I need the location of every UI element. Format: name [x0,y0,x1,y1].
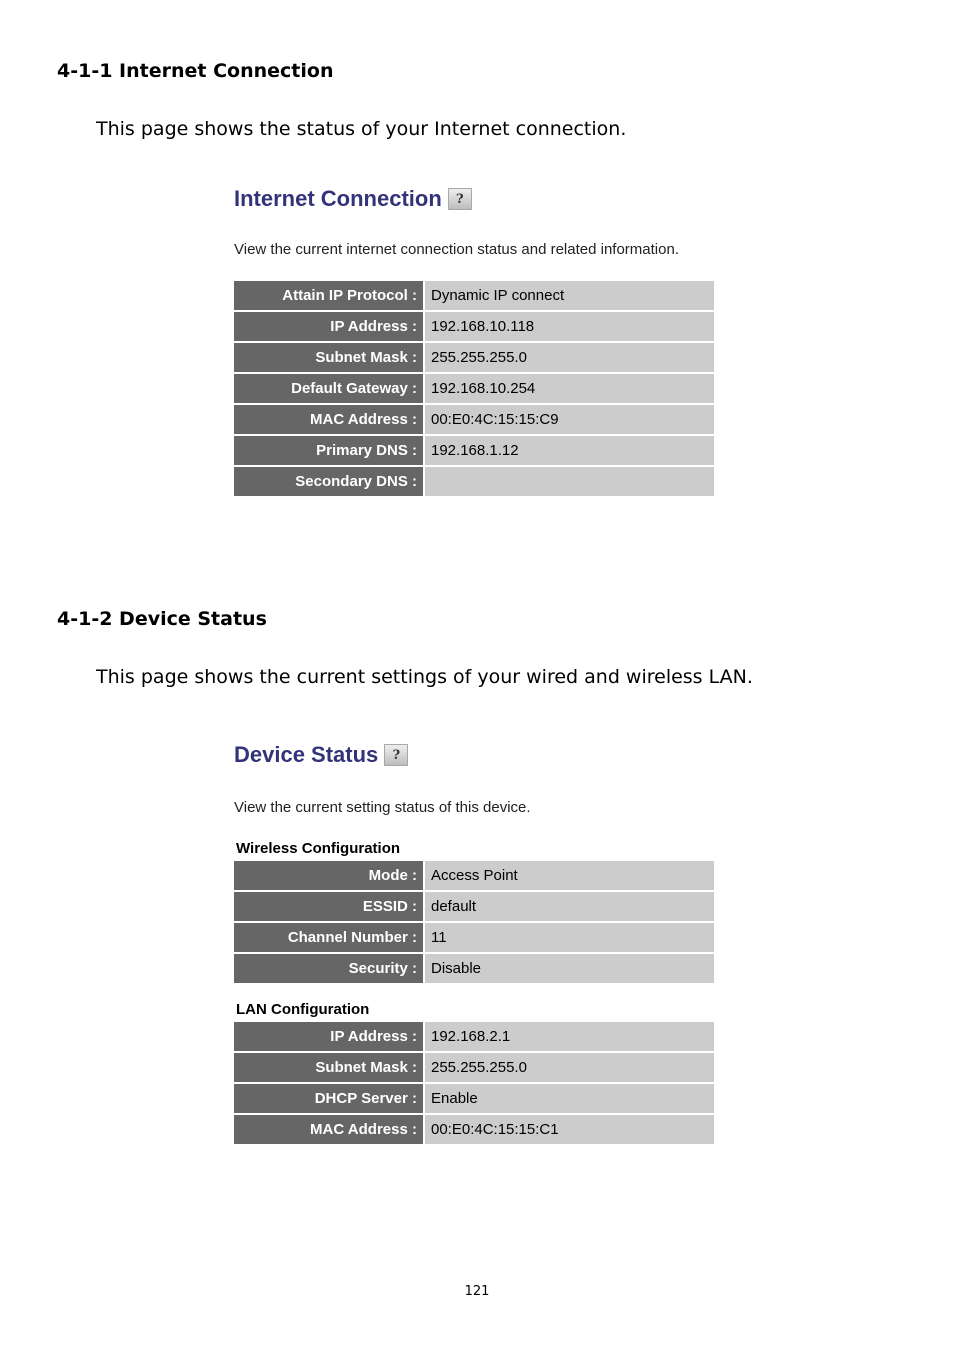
panel-title-text: Internet Connection [234,186,442,211]
row-label: Subnet Mask : [234,343,425,372]
device-status-panel [234,740,714,1146]
row-value [425,467,714,496]
help-icon[interactable]: ? [448,188,472,210]
panel-title-text: Device Status [234,742,379,767]
row-label: MAC Address : [234,1115,425,1144]
page-number: 121 [464,1284,490,1299]
row-label: ESSID : [234,892,425,921]
table-row [234,923,714,952]
table-row [234,861,714,890]
panel-title-internet-connection [234,184,714,214]
intro-device-status: This page shows the current settings of your wired and wireless LAN. [96,666,753,688]
row-value: 192.168.2.1 [425,1022,714,1051]
table-row [234,1115,714,1144]
row-label: Default Gateway : [234,374,425,403]
table-row [234,1022,714,1051]
row-value: default [425,892,714,921]
panel-description: View the current internet connection status and related information. [234,241,679,258]
panel-title-device-status [234,740,714,770]
row-value: 255.255.255.0 [425,1053,714,1082]
row-label: MAC Address : [234,405,425,434]
row-value: 00:E0:4C:15:15:C9 [425,405,714,434]
wireless-configuration-table [234,859,714,985]
table-row [234,312,714,341]
row-label: Primary DNS : [234,436,425,465]
row-value: 192.168.1.12 [425,436,714,465]
row-value: Enable [425,1084,714,1113]
intro-internet-connection: This page shows the status of your Internet connection. [96,118,627,140]
internet-connection-panel [234,184,714,498]
table-row [234,405,714,434]
row-label: Security : [234,954,425,983]
row-label: Channel Number : [234,923,425,952]
row-label: IP Address : [234,312,425,341]
wireless-configuration-label: Wireless Configuration [236,840,401,857]
row-value: 255.255.255.0 [425,343,714,372]
row-value: 192.168.10.118 [425,312,714,341]
table-row [234,436,714,465]
panel-description: View the current setting status of this device. [234,799,531,816]
row-label: IP Address : [234,1022,425,1051]
help-icon[interactable]: ? [384,744,408,766]
row-label: Attain IP Protocol : [234,281,425,310]
row-label: Secondary DNS : [234,467,425,496]
row-value: 192.168.10.254 [425,374,714,403]
table-row [234,892,714,921]
lan-configuration-table [234,1020,714,1146]
row-value: 11 [425,923,714,952]
table-row [234,467,714,496]
row-value: Disable [425,954,714,983]
table-row [234,374,714,403]
table-row [234,343,714,372]
table-row [234,954,714,983]
lan-configuration-label: LAN Configuration [236,1001,370,1018]
row-value: Access Point [425,861,714,890]
row-label: Mode : [234,861,425,890]
row-value: Dynamic IP connect [425,281,714,310]
table-row [234,1084,714,1113]
row-label: DHCP Server : [234,1084,425,1113]
table-row [234,281,714,310]
row-value: 00:E0:4C:15:15:C1 [425,1115,714,1144]
internet-connection-table [234,279,714,498]
section-heading-device-status: 4-1-2 Device Status [57,608,267,630]
row-label: Subnet Mask : [234,1053,425,1082]
table-row [234,1053,714,1082]
section-heading-internet-connection: 4-1-1 Internet Connection [57,60,334,82]
